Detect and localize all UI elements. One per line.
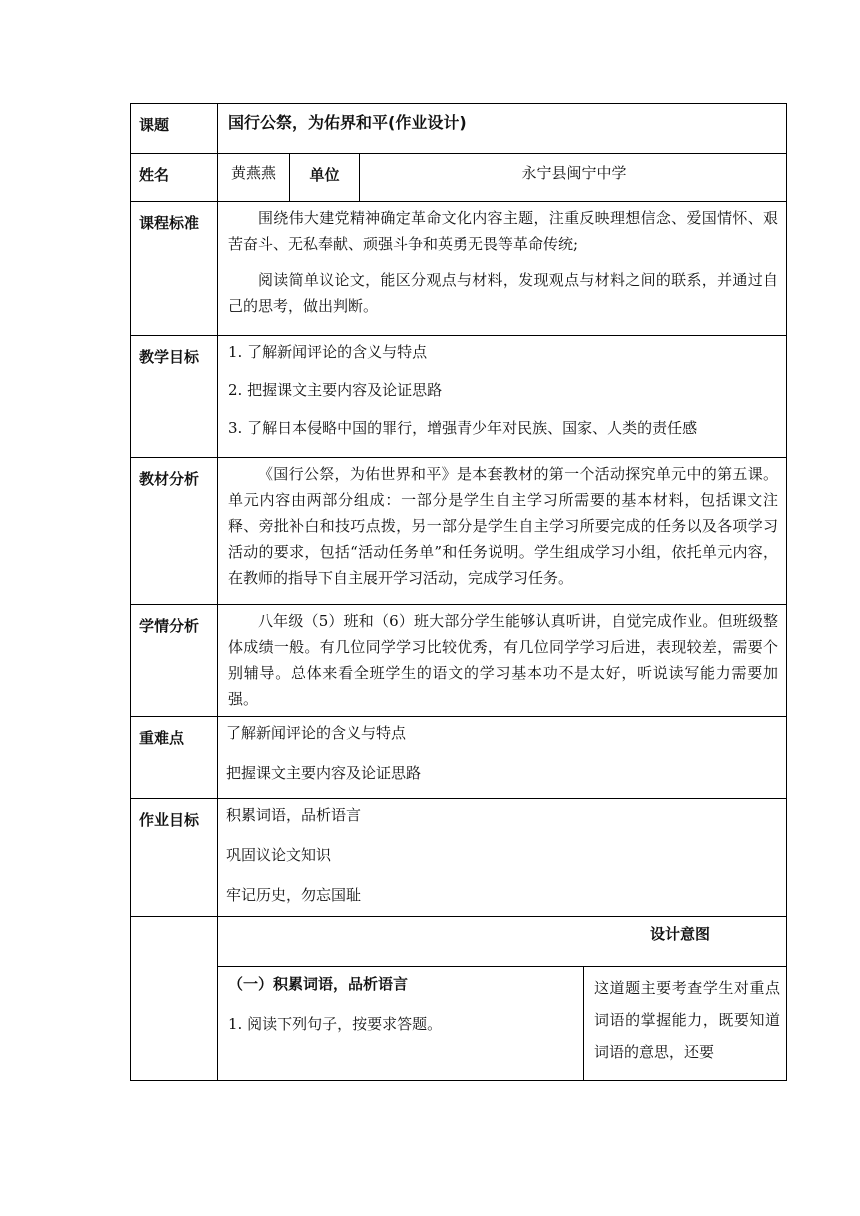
value-hw-goals (218, 799, 787, 917)
value-students (218, 605, 787, 717)
value-topic: 国行公祭，为佑界和平(作业设计) (218, 104, 787, 154)
hw-goal-item-1: 积累词语，品析语言 (226, 806, 362, 824)
row-standard (131, 202, 787, 336)
label-hw-goals: 作业目标 (131, 799, 218, 917)
design-intent-header: 设计意图 (218, 917, 787, 967)
value-name: 黄燕燕 (218, 154, 290, 202)
row-goals (131, 336, 787, 458)
design-question-cell (218, 967, 584, 1081)
goal-item-2: 2. 把握课文主要内容及论证思路 (228, 381, 443, 399)
label-topic: 课题 (131, 104, 218, 154)
row-topic (131, 104, 787, 154)
students-text: 八年级（5）班和（6）班大部分学生能够认真听讲，自觉完成作业。但班级整体成绩一般。有几位同学学习比较优秀，有几位同学学习后进，表现较差，需要个别辅导。总体来看全班学生的语文的学习基本功不是太好，听说读写能力需要加强。 (228, 612, 779, 708)
lesson-plan-table (130, 103, 787, 1081)
label-unit: 单位 (290, 154, 360, 202)
goal-item-1: 1. 了解新闻评论的含义与特点 (228, 343, 428, 361)
value-goals (218, 336, 787, 458)
row-design-header (131, 917, 787, 967)
label-material: 教材分析 (131, 458, 218, 605)
row-students (131, 605, 787, 717)
hw-goal-item-2: 巩固议论文知识 (226, 846, 332, 864)
label-key: 重难点 (131, 717, 218, 799)
label-standard: 课程标准 (131, 202, 218, 336)
key-item-2: 把握课文主要内容及论证思路 (226, 764, 422, 782)
value-unit: 永宁县闽宁中学 (360, 154, 787, 202)
design-question: 1. 阅读下列句子，按要求答题。 (228, 1015, 443, 1033)
label-name: 姓名 (131, 154, 218, 202)
design-intent-text: 这道题主要考查学生对重点词语的掌握能力，既要知道词语的意思，还要 (584, 967, 787, 1081)
goal-item-3: 3. 了解日本侵略中国的罪行，增强青少年对民族、国家、人类的责任感 (228, 419, 698, 437)
design-empty-label-cell (131, 917, 218, 1081)
standard-paragraph-1: 围绕伟大建党精神确定革命文化内容主题，注重反映理想信念、爱国情怀、艰苦奋斗、无私奉献、顽强斗争和英勇无畏等革命传统; (228, 209, 779, 253)
value-standard (218, 202, 787, 336)
row-material (131, 458, 787, 605)
label-students: 学情分析 (131, 605, 218, 717)
document-page (130, 103, 786, 1081)
row-hw-goals (131, 799, 787, 917)
hw-goal-item-3: 牢记历史，勿忘国耻 (226, 886, 362, 904)
key-item-1: 了解新闻评论的含义与特点 (226, 724, 407, 742)
design-section-title: （一）积累词语，品析语言 (228, 975, 409, 993)
standard-paragraph-2: 阅读简单议论文，能区分观点与材料，发现观点与材料之间的联系，并通过自己的思考，做出判断。 (228, 271, 779, 315)
value-key (218, 717, 787, 799)
value-material (218, 458, 787, 605)
row-name (131, 154, 787, 202)
material-text: 《国行公祭，为佑世界和平》是本套教材的第一个活动探究单元中的第五课。单元内容由两部分组成：一部分是学生自主学习所需要的基本材料，包括课文注释、旁批补白和技巧点拨，另一部分是学生自主学习所要完成的任务以及各项学习活动的要求，包括“活动任务单”和任务说明。学生组成学习小组，依托单元内容，在教师的指导下自主展开学习活动，完成学习任务。 (228, 465, 779, 587)
row-design-body (131, 967, 787, 1081)
label-goals: 教学目标 (131, 336, 218, 458)
row-key (131, 717, 787, 799)
